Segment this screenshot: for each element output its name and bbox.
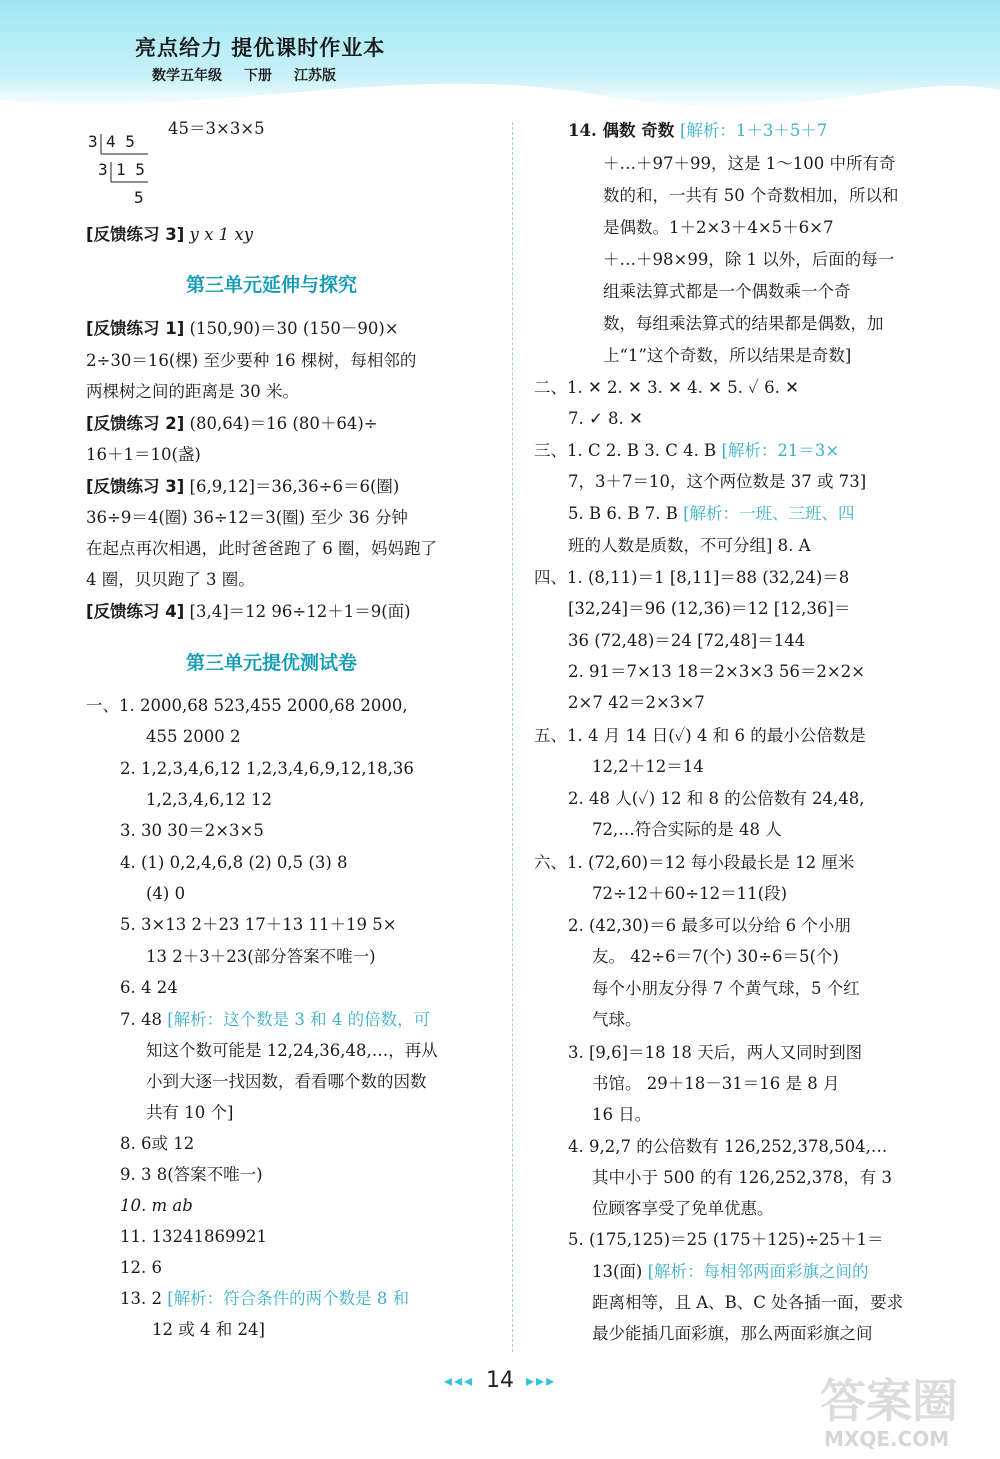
brand-subtitle	[152, 65, 336, 85]
factorization-result: 45＝3×3×5	[168, 119, 265, 138]
section-3-line-1: 三、1. C 2. B 3. C 4. B [解析：21＝3×	[534, 441, 840, 460]
section-title-extension: 第三单元延伸与探究	[186, 274, 358, 296]
feedback-3-line-2: 36÷9＝4(圈) 36÷12＝3(圈) 至少 36 分钟	[86, 508, 408, 527]
section-6-line-16: 最少能插几面彩旗，那么两面彩旗之间	[592, 1324, 873, 1343]
divisor-2: 3	[98, 160, 108, 179]
section-6-line-10: 4. 9,2,7 的公倍数有 126,252,378,504,…	[568, 1137, 888, 1156]
feedback-1-line-1: [反馈练习 1] (150,90)＝30 (150－90)×	[86, 319, 399, 338]
section-4-line-5: 2×7 42＝2×3×7	[568, 693, 705, 712]
feedback-1-line-3: 两棵树之间的距离是 30 米。	[86, 382, 299, 401]
dividend-1: 4 5	[106, 132, 135, 151]
watermark-logo	[820, 1365, 990, 1455]
divisor-1: 3	[88, 132, 98, 151]
section-4-line-2: [32,24]＝96 (12,36)＝12 [12,36]＝	[568, 599, 851, 618]
short-division	[88, 130, 158, 210]
q4-line-2: (4) 0	[146, 884, 186, 903]
edition-label: 江苏版	[294, 68, 336, 84]
q13-line-1: 13. 2 [解析：符合条件的两个数是 8 和	[120, 1289, 410, 1308]
q14-line-6: 组乘法算式都是一个偶数乘一个奇	[603, 282, 851, 301]
division-lines	[88, 130, 158, 210]
q7-line-1: 7. 48 [解析：这个数是 3 和 4 的倍数，可	[120, 1010, 431, 1029]
section-5-line-2: 12,2＋12＝14	[592, 757, 704, 776]
q2-line-2: 1,2,3,4,6,12 12	[146, 790, 272, 809]
feedback-2-line-2: 16＋1＝10(盏)	[86, 445, 201, 464]
feedback-3-a: [反馈练习 3] y x 1 xy	[86, 225, 254, 244]
section-6-line-8: 书馆。 29＋18－31＝16 是 8 月	[592, 1074, 840, 1093]
q14-line-4: 是偶数。1＋2×3＋4×5＋6×7	[603, 218, 834, 237]
right-arrows-icon: ▸▸▸	[526, 1370, 557, 1390]
q14-line-7: 数，每组乘法算式的结果都是偶数，加	[603, 314, 884, 333]
q14-line-3: 数的和，一共有 50 个奇数相加，所以和	[603, 186, 899, 205]
watermark-text: 答案圈	[820, 1374, 958, 1428]
q7-line-3: 小到大逐一找因数，看看哪个数的因数	[146, 1072, 427, 1091]
q14-line-8: 上“1”这个奇数，所以结果是奇数]	[603, 346, 852, 365]
section-6-line-3: 2. (42,30)＝6 最多可以分给 6 个小朋	[568, 916, 851, 935]
feedback-1-line-2: 2÷30＝16(棵) 至少要种 16 棵树，每相邻的	[86, 351, 417, 370]
q13-line-2: 12 或 4 和 24]	[152, 1320, 265, 1339]
feedback-3-line-1: [反馈练习 3] [6,9,12]＝36,36÷6＝6(圈)	[86, 477, 400, 496]
q11: 11. 13241869921	[120, 1227, 267, 1246]
section-6-line-11: 其中小于 500 的有 126,252,378，有 3	[592, 1168, 892, 1187]
section-4-line-3: 36 (72,48)＝24 [72,48]＝144	[568, 631, 806, 650]
q5-line-1: 5. 3×13 2＋23 17＋13 11＋19 5×	[120, 915, 397, 934]
q9: 9. 3 8(答案不唯一)	[120, 1165, 263, 1184]
q4-line-1: 4. (1) 0,2,4,6,8 (2) 0,5 (3) 8	[120, 853, 348, 872]
section-6-line-15: 距离相等，且 A、B、C 处各插一面，要求	[592, 1293, 904, 1312]
subject-label: 数学五年级	[152, 68, 222, 84]
section-6-line-12: 位顾客享受了免单优惠。	[592, 1199, 774, 1218]
section-2-line-1: 二、1. ✕ 2. ✕ 3. ✕ 4. ✕ 5. ✓ 6. ✕	[534, 378, 799, 397]
section-5-line-3: 2. 48 人(✓) 12 和 8 的公倍数有 24,48,	[568, 789, 865, 808]
watermark-url: MXQE.COM	[824, 1427, 950, 1451]
section-title-test: 第三单元提优测试卷	[186, 652, 358, 674]
section-6-line-14: 13(面) [解析：每相邻两面彩旗之间的	[592, 1262, 869, 1281]
section-6-line-7: 3. [9,6]＝18 18 天后，两人又同时到图	[568, 1043, 863, 1062]
brand-title: 亮点给力 提优课时作业本	[135, 36, 386, 60]
section-6-line-5: 每个小朋友分得 7 个黄气球，5 个红	[592, 979, 860, 998]
q2-line-1: 2. 1,2,3,4,6,12 1,2,3,4,6,9,12,18,36	[120, 759, 414, 778]
feedback-4-line-1: [反馈练习 4] [3,4]＝12 96÷12＋1＝9(面)	[86, 602, 411, 621]
column-divider	[512, 122, 513, 1352]
q3: 3. 30 30＝2×3×5	[120, 821, 264, 840]
q1-line-2: 455 2000 2	[146, 727, 241, 746]
quotient-remainder: 5	[134, 188, 144, 207]
feedback-3-line-4: 4 圈，贝贝跑了 3 圈。	[86, 570, 255, 589]
q14-line-5: ＋…＋98×99，除 1 以外，后面的每一	[603, 250, 895, 269]
dividend-2: 1 5	[116, 160, 145, 179]
q7-line-4: 共有 10 个]	[146, 1103, 234, 1122]
section-6-line-4: 友。 42÷6＝7(个) 30÷6＝5(个)	[592, 947, 839, 966]
q5-line-2: 13 2＋3＋23(部分答案不唯一)	[146, 947, 376, 966]
section-6-line-6: 气球。	[592, 1010, 642, 1029]
section-6-line-9: 16 日。	[592, 1105, 652, 1124]
section-5-line-4: 72,…符合实际的是 48 人	[592, 820, 782, 839]
q1-line-1: 一、1. 2000,68 523,455 2000,68 2000,	[86, 696, 408, 715]
feedback-2-line-1: [反馈练习 2] (80,64)＝16 (80＋64)÷	[86, 414, 378, 433]
section-3-line-2: 7，3＋7＝10，这个两位数是 37 或 73]	[568, 472, 867, 491]
q12: 12. 6	[120, 1258, 162, 1277]
feedback-3-line-3: 在起点再次相遇，此时爸爸跑了 6 圈，妈妈跑了	[86, 539, 437, 558]
section-6-line-2: 72÷12＋60÷12＝11(段)	[592, 884, 788, 903]
section-4-line-4: 2. 91＝7×13 18＝2×3×3 56＝2×2×	[568, 662, 866, 681]
section-6-line-1: 六、1. (72,60)＝12 每小段最长是 12 厘米	[534, 853, 855, 872]
left-arrows-icon: ◂◂◂	[443, 1370, 474, 1390]
section-5-line-1: 五、1. 4 月 14 日(✓) 4 和 6 的最小公倍数是	[534, 726, 866, 745]
q7-line-2: 知这个数可能是 12,24,36,48,…，再从	[146, 1041, 438, 1060]
q14-line-1: 14. 偶数 奇数 [解析：1＋3＋5＋7	[568, 121, 828, 140]
q10: 10. m ab	[120, 1196, 193, 1215]
q8: 8. 6或 12	[120, 1134, 195, 1153]
section-3-line-3: 5. B 6. B 7. B [解析：一班、三班、四	[568, 504, 855, 523]
section-2-line-2: 7. ✓ 8. ✕	[568, 409, 643, 428]
q6: 6. 4 24	[120, 978, 178, 997]
section-3-line-4: 班的人数是质数，不可分组] 8. A	[568, 536, 811, 555]
q14-line-2: ＋…＋97＋99，这是 1～100 中所有奇	[603, 154, 896, 173]
section-6-line-13: 5. (175,125)＝25 (175＋125)÷25＋1＝	[568, 1230, 884, 1249]
section-4-line-1: 四、1. (8,11)＝1 [8,11]＝88 (32,24)＝8	[534, 568, 850, 587]
volume-label: 下册	[244, 68, 272, 84]
page-number: 14	[486, 1367, 514, 1393]
